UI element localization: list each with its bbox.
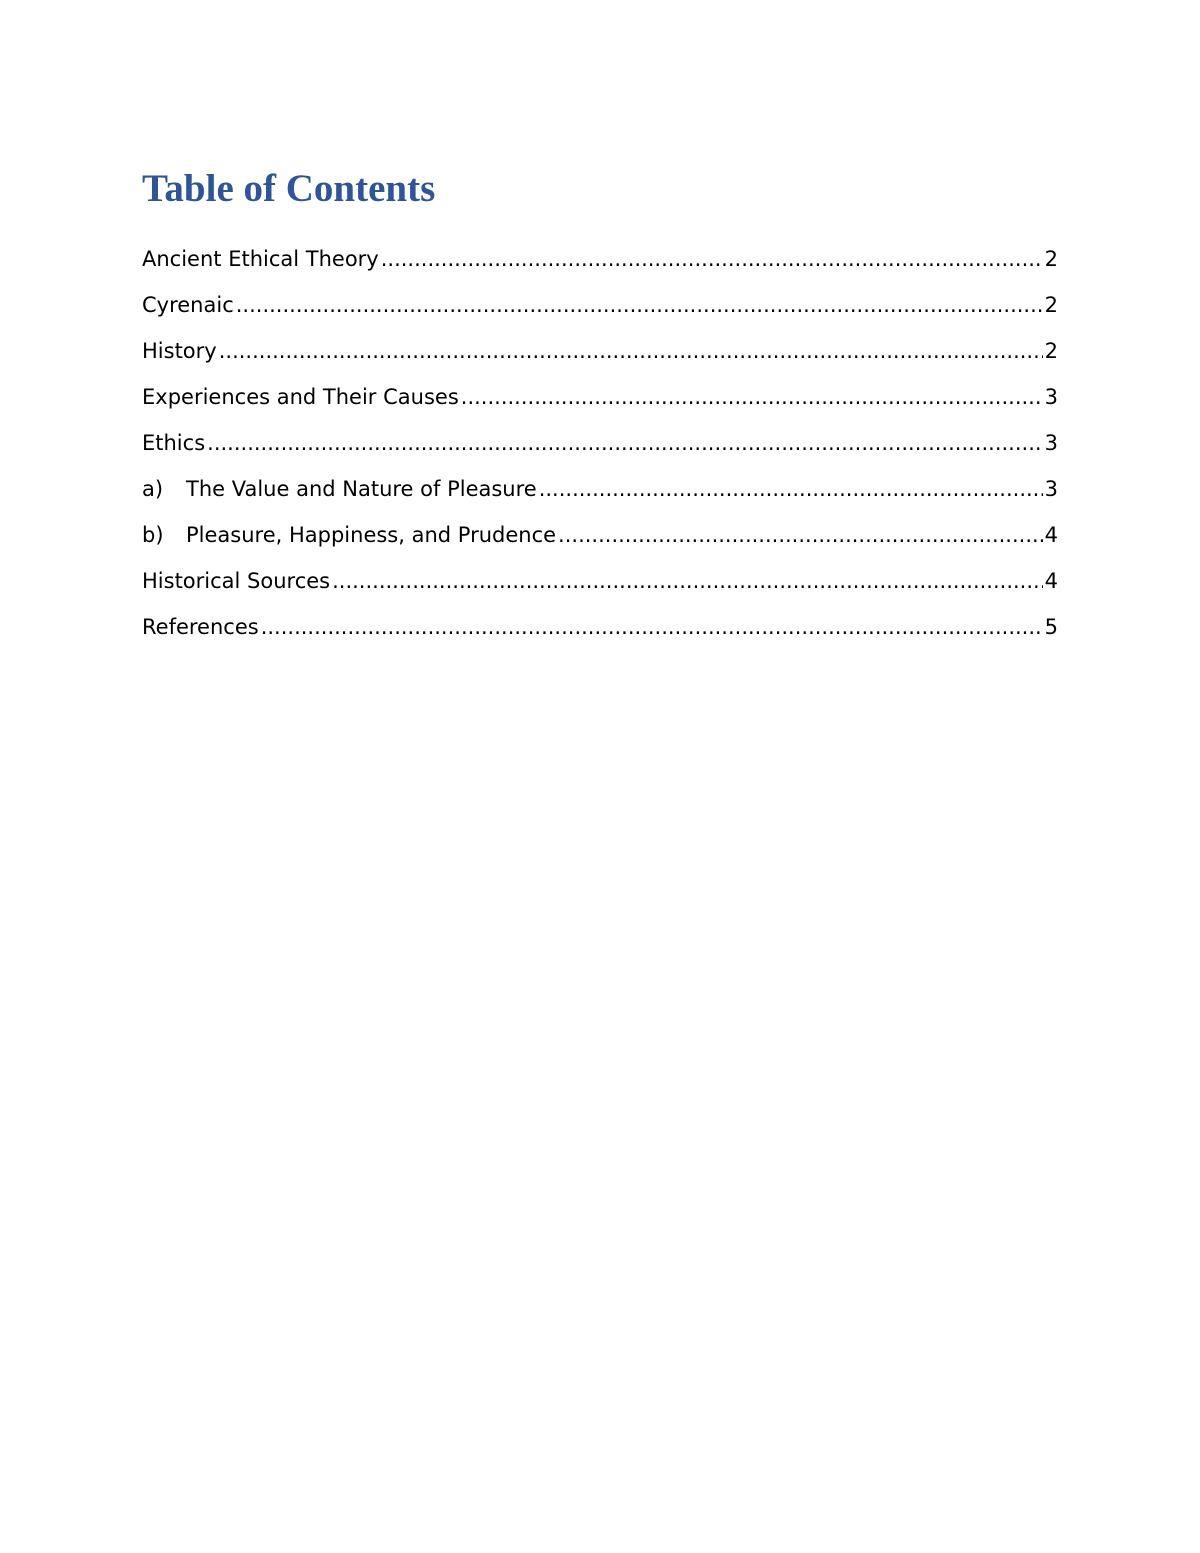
dot-leader bbox=[381, 242, 1043, 276]
toc-entry-label: Ethics bbox=[142, 431, 206, 455]
toc-entry-label: Pleasure, Happiness, and Prudence bbox=[186, 523, 557, 547]
toc-entry-page-number: 3 bbox=[1044, 431, 1058, 455]
toc-entry-prefix: a) bbox=[142, 477, 164, 501]
toc-entry-experiences-and-their-causes[interactable] bbox=[142, 380, 1058, 426]
dot-leader bbox=[332, 564, 1043, 598]
dot-leader bbox=[207, 426, 1042, 460]
toc-entry-ancient-ethical-theory[interactable] bbox=[142, 242, 1058, 288]
toc-entry-label: Historical Sources bbox=[142, 569, 331, 593]
toc-entry-prefix: b) bbox=[142, 523, 164, 547]
toc-entry-pleasure-happiness-prudence[interactable] bbox=[142, 518, 1058, 564]
toc-entry-page-number: 3 bbox=[1044, 385, 1058, 409]
toc-title: Table of Contents bbox=[142, 167, 436, 210]
toc-entry-label: History bbox=[142, 339, 217, 363]
toc-entry-page-number: 4 bbox=[1044, 569, 1058, 593]
toc-entry-history[interactable] bbox=[142, 334, 1058, 380]
toc-entry-label: Cyrenaic bbox=[142, 293, 234, 317]
dot-leader bbox=[539, 472, 1043, 506]
dot-leader bbox=[461, 380, 1043, 414]
toc-list bbox=[142, 242, 1058, 656]
toc-entry-page-number: 2 bbox=[1044, 293, 1058, 317]
toc-entry-label: The Value and Nature of Pleasure bbox=[186, 477, 537, 501]
toc-entry-value-and-nature-of-pleasure[interactable] bbox=[142, 472, 1058, 518]
toc-entry-references[interactable] bbox=[142, 610, 1058, 656]
dot-leader bbox=[261, 610, 1043, 644]
toc-entry-page-number: 5 bbox=[1044, 615, 1058, 639]
dot-leader bbox=[219, 334, 1043, 368]
toc-entry-historical-sources[interactable] bbox=[142, 564, 1058, 610]
toc-entry-label: Ancient Ethical Theory bbox=[142, 247, 379, 271]
toc-entry-label: Experiences and Their Causes bbox=[142, 385, 459, 409]
toc-entry-page-number: 3 bbox=[1044, 477, 1058, 501]
dot-leader bbox=[558, 518, 1043, 552]
toc-entry-page-number: 4 bbox=[1044, 523, 1058, 547]
toc-entry-page-number: 2 bbox=[1044, 247, 1058, 271]
toc-entry-page-number: 2 bbox=[1044, 339, 1058, 363]
toc-entry-ethics[interactable] bbox=[142, 426, 1058, 472]
toc-entry-label: References bbox=[142, 615, 259, 639]
dot-leader bbox=[236, 288, 1043, 322]
toc-entry-cyrenaic[interactable] bbox=[142, 288, 1058, 334]
